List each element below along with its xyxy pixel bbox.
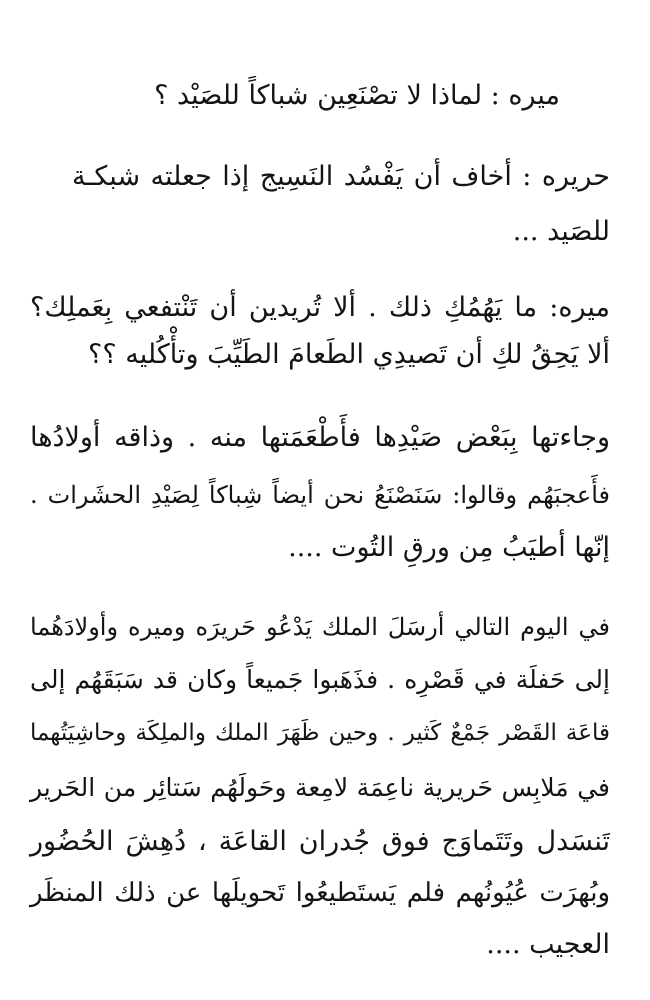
dialogue-line-harira-2: للصَيد ... (512, 216, 610, 247)
dialogue-line-meera-3: ألا يَحِقُ لكِ أن تَصيدِي الطَعامَ الطَيِّبَ وتأْكُليه ؟؟ (88, 339, 610, 370)
narrative-line: وبُهرَت عُيُونُهم فلم يَستَطيعُوا تَحويلَها عن ذلك المنظَر (30, 878, 610, 908)
dialogue-line-harira-1: حريره : أخاف أن يَفْسُد النَسِيج إذا جعلته شبكـة (72, 161, 610, 192)
narrative-line: قاعَة القَصْر جَمْعٌ كَثير . وحين ظَهَرَ الملك والملِكَة وحاشِيَتُهما (30, 720, 610, 746)
narrative-line: إلى حَفلَة في قَصْرِه . فذَهَبوا جَميعاً وكان قد سَبَقَهُم إلى (30, 665, 610, 694)
narrative-line: في مَلابِس حَريرية ناعِمَة لامِعة وحَولَهُم سَتائِر من الحَرير (30, 773, 610, 802)
narrative-line: العجيب .... (486, 929, 610, 960)
narrative-line: وجاءتها بِبَعْض صَيْدِها فأَطْعَمَتها منه . وذاقه أولادُها (30, 422, 610, 453)
narrative-line: إنّها أطيَبُ مِن ورقِ التُوت .... (288, 532, 610, 563)
narrative-line: في اليوم التالي أرسَلَ الملك يَدْعُو حَريرَه وميره وأولادَهُما (30, 613, 610, 641)
narrative-line: فأَعجبَهُم وقالوا: سَنَصْنَعُ نحن أيضاً شِباكاً لِصَيْدِ الحشَرات . (30, 481, 610, 509)
narrative-line: تَنسَدل وتَتَماوَج فوق جُدران القاعَة ، دُهِشَ الحُضُور (30, 826, 610, 857)
dialogue-line-meera-1: ميره : لماذا لا تصْنَعِين شباكاً للصَيْد ؟ (154, 80, 560, 111)
dialogue-line-meera-2: ميره: ما يَهُمُكِ ذلك . ألا تُريدين أن تَنْتفعي بِعَملِك؟ (30, 292, 610, 323)
